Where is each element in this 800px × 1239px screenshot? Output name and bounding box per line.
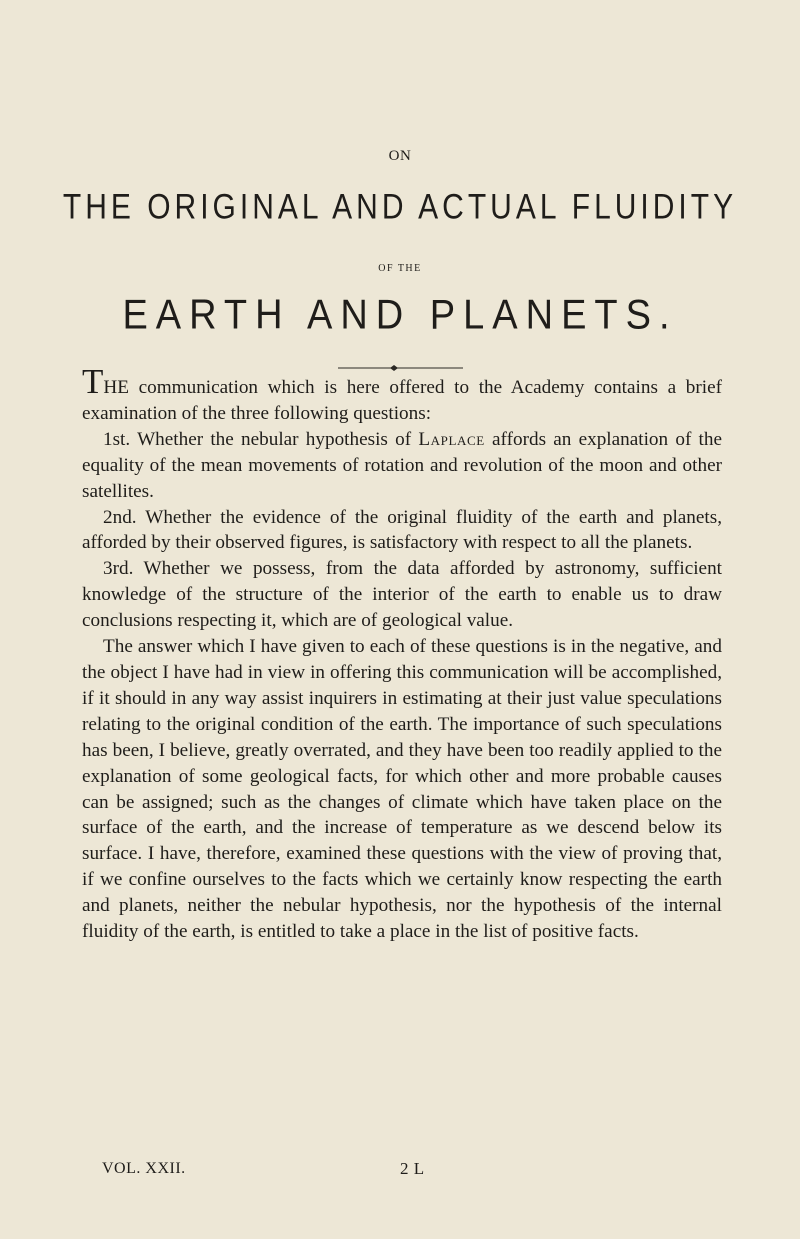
main-title: THE ORIGINAL AND ACTUAL FLUIDITY xyxy=(62,188,738,227)
article-body xyxy=(82,362,723,945)
question-2: 2nd. Whether the evidence of the original fluidity of the earth and planets, afforded by their observed figures, is satisfactory with respect to all the planets. xyxy=(82,506,722,554)
signature-mark: 2 L xyxy=(400,1159,425,1178)
intro-paragraph xyxy=(82,362,722,427)
intro-text: HE communication which is here offered to the Academy contains a brief examination of the three following questions: xyxy=(82,377,722,424)
question-3: 3rd. Whether we possess, from the data afforded by astronomy, sufficient knowledge of the structure of the interior of the earth to enable us to draw conclusions respecting it, which are of geological value. xyxy=(82,558,722,632)
title-connector: OF THE xyxy=(378,263,422,274)
drop-cap: T xyxy=(82,362,104,401)
title-prefix: ON xyxy=(388,148,412,164)
subtitle: EARTH AND PLANETS. xyxy=(122,292,678,339)
laplace-name: Laplace xyxy=(418,428,485,450)
volume-label: VOL. XXII. xyxy=(102,1160,186,1177)
question-1-text-end: affords an explanation of the equality of the mean movements of rotation and revolution of the moon and other satellites. xyxy=(82,428,723,502)
answer-paragraph: The answer which I have given to each of these questions is in the negative, and the object I have had in view in offering this communication will be accomplished, if it should in any way assist inquirers in estimating at their just value speculations relating to the original condition of the earth. The importance of such speculations has been, I believe, greatly overrated, and they have been too readily applied to the explanation of some geological facts, for which other and more probable causes can be assigned; such as the changes of climate which have taken place on the surface of the earth, and the increase of temperature as we descend below its surface. I have, therefore, examined these questions with the view of proving that, if we confine ourselves to the facts which we certainly know respecting the earth and planets, neither the nebular hypothesis, nor the hypothesis of the internal fluidity of the earth, is entitled to take a place in the list of positive facts. xyxy=(82,636,722,943)
question-1-text: 1st. Whether the nebular hypothesis of xyxy=(103,428,419,450)
question-1 xyxy=(82,427,722,505)
